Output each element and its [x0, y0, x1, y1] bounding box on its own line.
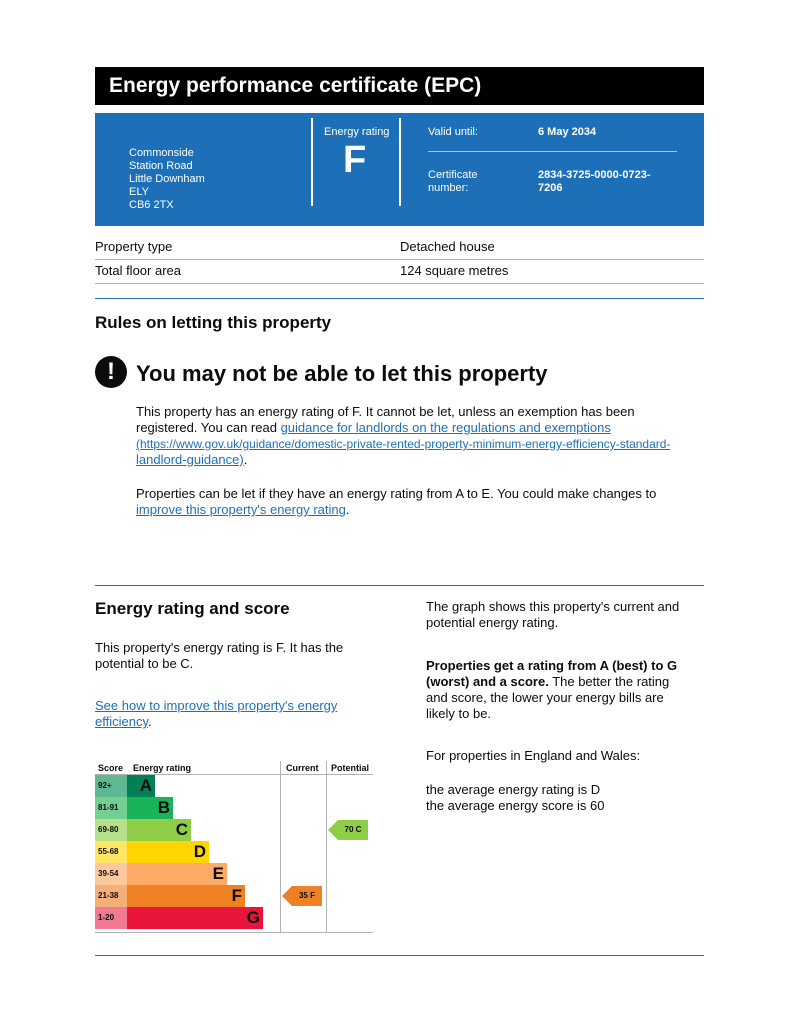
summary-panel: [95, 113, 704, 226]
text-line: [136, 502, 696, 518]
certificate-number-line: 2834-3725-0000-0723-: [538, 169, 651, 181]
current-rating-marker: [282, 886, 322, 906]
certificate-label-line: Certificate: [428, 169, 478, 181]
band-score-range: 92+: [95, 775, 127, 797]
row-value: 124 square metres: [400, 263, 509, 278]
score-heading: Energy rating and score: [95, 599, 290, 618]
text-line: potential to be C.: [95, 656, 194, 671]
guidance-url-link[interactable]: (https://www.gov.uk/guidance/domestic-private-rented-property-minimum-energy-efficiency-standard-: [136, 437, 671, 451]
chart-baseline: [95, 932, 373, 933]
band-letter: C: [175, 820, 188, 839]
text: The better the rating: [548, 674, 670, 689]
section-divider: [95, 955, 704, 956]
band-bar: [127, 841, 209, 863]
letting-heading: Rules on letting this property: [95, 313, 332, 332]
band-letter: A: [139, 776, 152, 795]
band-bar: [127, 885, 245, 907]
address-line: ELY: [129, 186, 149, 198]
text: .: [243, 452, 248, 467]
text-line: the average energy rating is D: [426, 782, 601, 797]
band-score-range: 81-91: [95, 797, 127, 819]
header-current: Current: [286, 763, 319, 773]
divider: [399, 118, 401, 206]
guidance-url-link-end[interactable]: landlord-guidance): [136, 452, 244, 467]
energy-rating-value: F: [343, 139, 367, 181]
band-score-range: 1-20: [95, 907, 127, 929]
chart-bands: [95, 775, 373, 931]
improve-efficiency-link-end[interactable]: efficiency: [95, 714, 148, 729]
section-divider: [95, 585, 704, 586]
text-line: the average energy score is 60: [426, 798, 605, 813]
warning-heading: You may not be able to let this property: [136, 361, 548, 386]
address-line: Little Downham: [129, 173, 205, 185]
text-line: [426, 674, 701, 690]
band-bar: [127, 797, 173, 819]
address-line: CB6 2TX: [129, 199, 174, 211]
guidance-link[interactable]: guidance for landlords on the regulations and exemptions: [280, 420, 611, 435]
improve-efficiency-link[interactable]: See how to improve this property's energy: [95, 698, 338, 713]
score-text: [95, 640, 395, 672]
text: .: [345, 502, 350, 517]
improve-rating-link[interactable]: improve this property's energy rating: [136, 502, 346, 517]
potential-rating-marker-label: 70 C: [344, 825, 362, 834]
text-line: This property's energy rating is F. It has the: [95, 640, 344, 655]
address-line: Station Road: [129, 160, 193, 172]
text-line: [136, 420, 696, 436]
text-line: Properties get a rating from A (best) to G: [426, 658, 678, 673]
certificate-number-line: 7206: [538, 182, 563, 194]
row-label: Total floor area: [95, 263, 181, 278]
certificate-label-line: number:: [428, 182, 469, 194]
potential-rating-marker: [328, 820, 368, 840]
band-letter: G: [246, 908, 260, 927]
header-potential: Potential: [331, 763, 370, 773]
band-bar: [127, 819, 191, 841]
text: .: [148, 714, 152, 729]
band-letter: F: [231, 886, 242, 905]
page-title: Energy performance certificate (EPC): [95, 67, 704, 105]
property-type-row: [95, 235, 704, 260]
header-score: Score: [98, 763, 124, 773]
average-text: [426, 782, 701, 814]
text-line: [136, 436, 696, 452]
letting-paragraph-1: [136, 404, 696, 468]
warning-icon: !: [95, 356, 127, 388]
valid-until-label: Valid until:: [428, 126, 478, 138]
section-divider: [95, 298, 704, 299]
band-score-range: 39-54: [95, 863, 127, 885]
improve-efficiency-paragraph: [95, 698, 395, 730]
text: registered. You can read: [136, 420, 281, 435]
band-letter: E: [212, 864, 224, 883]
region-text: For properties in England and Wales:: [426, 748, 641, 763]
current-rating-marker-label: 35 F: [298, 891, 315, 900]
energy-rating-label: Energy rating: [324, 126, 390, 138]
row-label: Property type: [95, 239, 173, 254]
header-energy-rating: Energy rating: [133, 763, 192, 773]
address-line: Commonside: [129, 147, 194, 159]
text: (worst) and a score.: [426, 674, 549, 689]
band-letter: B: [157, 798, 170, 817]
text-line: The graph shows this property's current and: [426, 599, 680, 614]
certificate-number: [538, 169, 651, 195]
text-line: potential energy rating.: [426, 615, 559, 630]
address: [129, 147, 205, 212]
divider: [428, 151, 677, 152]
floor-area-row: [95, 259, 704, 284]
row-value: Detached house: [400, 239, 495, 254]
text-line: and score, the lower your energy bills are: [426, 690, 664, 705]
divider: [311, 118, 313, 206]
letting-paragraph-2: [136, 486, 696, 518]
text-line: likely to be.: [426, 706, 492, 721]
certificate-label: [428, 169, 478, 195]
band-score-range: 55-68: [95, 841, 127, 863]
valid-until-value: 6 May 2034: [538, 126, 597, 138]
energy-rating-chart: [95, 761, 373, 933]
band-bar: [127, 907, 263, 929]
band-score-range: 69-80: [95, 819, 127, 841]
band-letter: D: [193, 842, 206, 861]
graph-explanation: [426, 599, 701, 631]
band-bar: [127, 775, 155, 797]
text-line: Properties can be let if they have an energy rating from A to E. You could make changes to: [136, 486, 657, 501]
text-line: This property has an energy rating of F. It cannot be let, unless an exemption has been: [136, 404, 635, 419]
band-bar: [127, 863, 227, 885]
text-line: [136, 452, 696, 468]
rating-explanation: [426, 658, 701, 722]
band-score-range: 21-38: [95, 885, 127, 907]
chart-header-row: [95, 761, 373, 775]
